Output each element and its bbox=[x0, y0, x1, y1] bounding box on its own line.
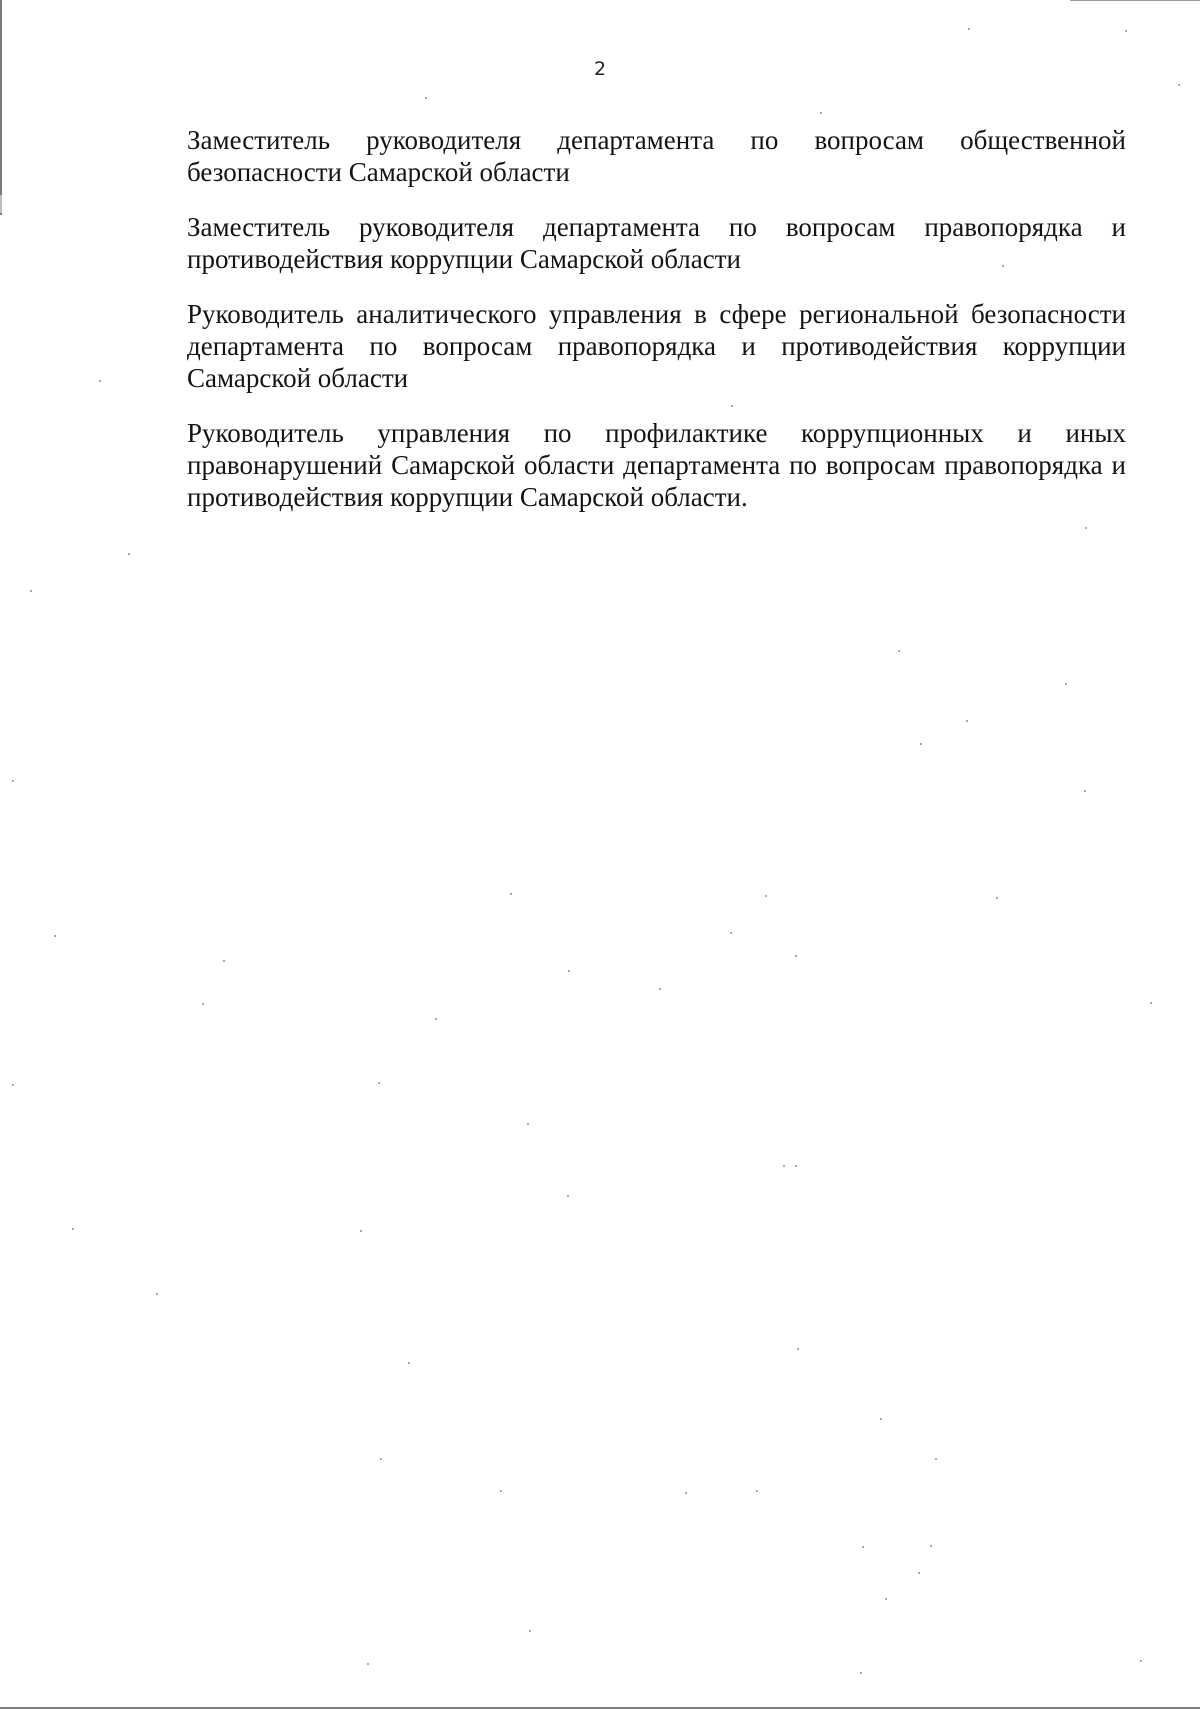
paragraph-deputy-head-public-security: Заместитель руководителя департамента по вопросам общественной безопасности Самарской области bbox=[187, 125, 1126, 187]
scan-speck bbox=[1002, 265, 1004, 267]
scan-speck bbox=[408, 1362, 410, 1364]
scan-speck bbox=[966, 720, 968, 722]
scan-speck bbox=[12, 780, 14, 782]
scan-speck bbox=[935, 1458, 937, 1460]
scan-speck bbox=[880, 1418, 882, 1420]
scan-speck bbox=[795, 955, 797, 957]
scan-edge-left bbox=[0, 0, 2, 215]
scan-speck bbox=[510, 893, 512, 895]
scan-speck bbox=[968, 28, 970, 30]
scan-speck bbox=[568, 970, 570, 972]
scan-speck bbox=[1178, 84, 1180, 86]
scan-speck bbox=[380, 1458, 382, 1460]
scan-speck bbox=[54, 935, 56, 937]
scan-speck bbox=[527, 1123, 529, 1125]
scan-speck bbox=[797, 1348, 799, 1350]
paragraph-head-prevention-department: Руководитель управления по профилактике коррупционных и иных правонарушений Самарской области департамента по вопросам правопорядка и противодействия коррупции Самарской области. bbox=[187, 418, 1126, 512]
scan-speck bbox=[367, 1663, 369, 1665]
paragraph-deputy-head-law-order: Заместитель руководителя департамента по вопросам правопорядка и противодействия коррупции Самарской области bbox=[187, 212, 1126, 274]
scan-speck bbox=[820, 112, 822, 114]
scan-speck bbox=[730, 932, 732, 934]
scan-speck bbox=[862, 1546, 864, 1548]
scan-speck bbox=[898, 650, 900, 652]
scan-speck bbox=[567, 1195, 569, 1197]
scan-speck bbox=[1140, 1660, 1142, 1662]
scan-speck bbox=[783, 1165, 785, 1167]
scan-speck bbox=[72, 1228, 74, 1230]
scan-speck bbox=[996, 897, 998, 899]
scan-speck bbox=[12, 1084, 14, 1086]
page-number: 2 bbox=[593, 58, 607, 80]
scan-speck bbox=[202, 1003, 204, 1005]
scan-speck bbox=[1150, 1002, 1152, 1004]
scan-speck bbox=[1085, 527, 1087, 529]
scan-speck bbox=[1125, 30, 1127, 32]
document-body bbox=[187, 124, 1126, 536]
scan-speck bbox=[128, 553, 130, 555]
scan-speck bbox=[360, 1230, 362, 1232]
scan-speck bbox=[756, 1490, 758, 1492]
scan-speck bbox=[529, 1630, 531, 1632]
scan-speck bbox=[1084, 790, 1086, 792]
scan-speck bbox=[1065, 683, 1067, 685]
scan-speck bbox=[860, 1672, 862, 1674]
scan-edge-top bbox=[1070, 0, 1200, 1]
scan-speck bbox=[731, 405, 733, 407]
scan-speck bbox=[500, 1490, 502, 1492]
scan-speck bbox=[223, 960, 225, 962]
scan-speck bbox=[378, 1082, 380, 1084]
scan-speck bbox=[156, 1293, 158, 1295]
scan-speck bbox=[659, 988, 661, 990]
scan-speck bbox=[685, 1492, 687, 1494]
scan-speck bbox=[795, 1165, 797, 1167]
scan-speck bbox=[30, 590, 32, 592]
scan-speck bbox=[765, 895, 767, 897]
paragraph-head-analytical-department: Руководитель аналитического управления в сфере региональной безопасности департамента по вопросам правопорядка и противодействия коррупции Самарской области bbox=[187, 299, 1126, 393]
scan-speck bbox=[99, 380, 101, 382]
scan-speck bbox=[930, 1545, 932, 1547]
scan-speck bbox=[435, 1018, 437, 1020]
scan-speck bbox=[885, 1598, 887, 1600]
scan-edge-left-lower bbox=[0, 195, 2, 213]
scan-speck bbox=[425, 97, 427, 99]
scan-speck bbox=[920, 743, 922, 745]
scan-speck bbox=[918, 1572, 920, 1574]
